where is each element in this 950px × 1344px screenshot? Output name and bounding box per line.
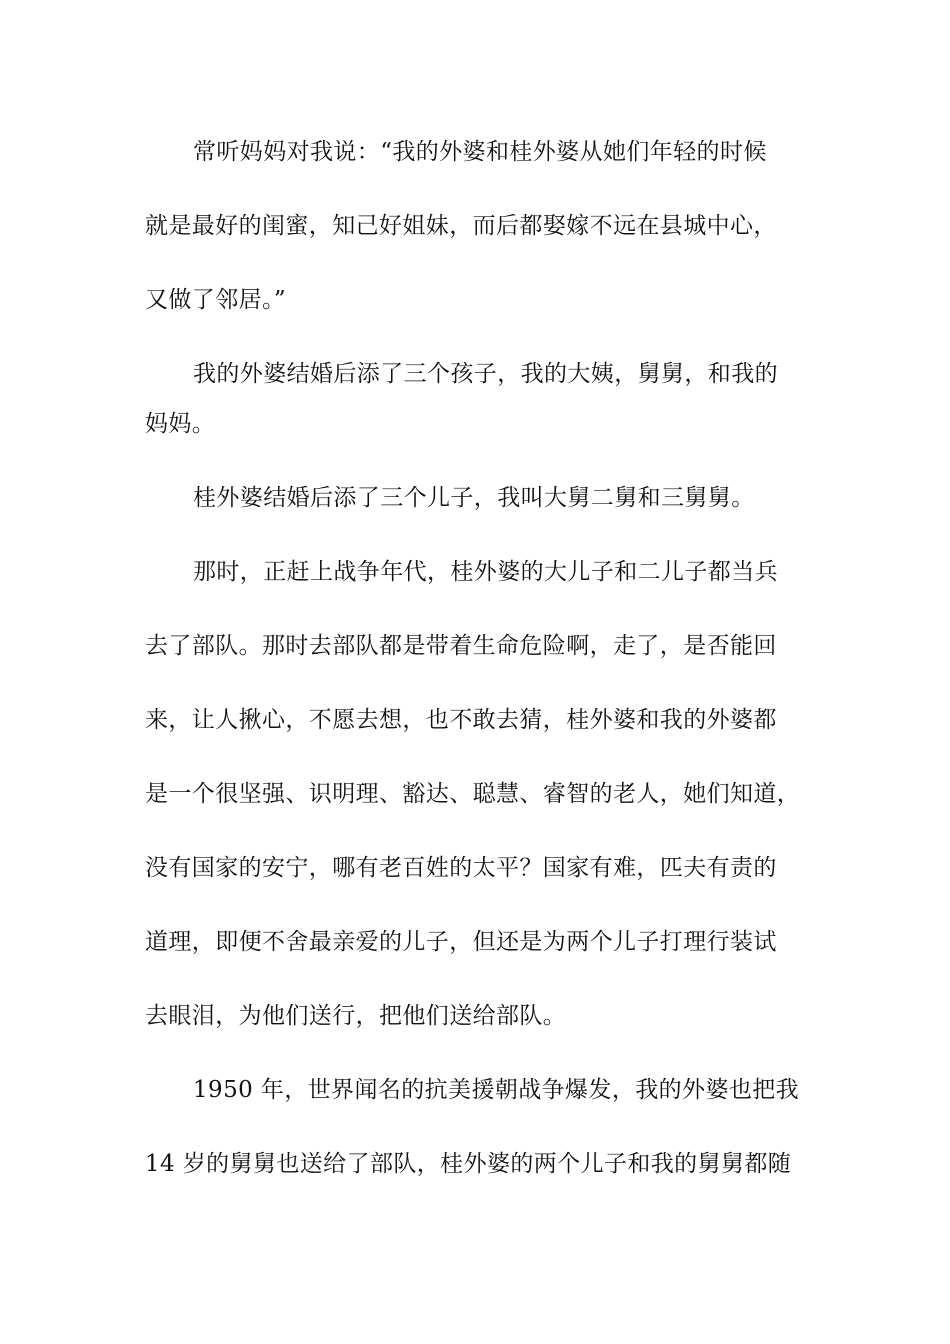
paragraph-5-line-1: 1950 年，世界闻名的抗美援朝战争爆发，我的外婆也把我 (193, 1077, 800, 1103)
paragraph-4-line-2: 去了部队。那时去部队都是带着生命危险啊，走了，是否能回 (145, 633, 777, 659)
paragraph-4-line-1: 那时，正赶上战争年代，桂外婆的大儿子和二儿子都当兵 (193, 559, 778, 585)
paragraph-5-line-2: 14 岁的舅舅也送给了部队，桂外婆的两个儿子和我的舅舅都随 (145, 1151, 792, 1177)
paragraph-1-line-2: 就是最好的闺蜜，知己好姐妹，而后都娶嫁不远在县城中心， (145, 213, 777, 239)
paragraph-1-line-1: 常听妈妈对我说：“我的外婆和桂外婆从她们年轻的时候 (193, 139, 767, 165)
paragraph-2-line-2: 妈妈。 (145, 411, 216, 437)
paragraph-4-line-6: 道理，即便不舍最亲爱的儿子，但还是为两个儿子打理行装试 (145, 929, 777, 955)
paragraph-4-line-5: 没有国家的安宁，哪有老百姓的太平？国家有难，匹夫有责的 (145, 855, 777, 881)
paragraph-2-line-1: 我的外婆结婚后添了三个孩子，我的大姨，舅舅，和我的 (193, 361, 778, 387)
paragraph-4-line-7: 去眼泪，为他们送行，把他们送给部队。 (145, 1003, 567, 1029)
document-body (145, 128, 825, 1188)
paragraph-4-line-4: 是一个很坚强、识明理、豁达、聪慧、睿智的老人，她们知道， (145, 781, 801, 807)
paragraph-1-line-3: 又做了邻居。” (145, 287, 287, 313)
paragraph-4-line-3: 来，让人揪心，不愿去想，也不敢去猜，桂外婆和我的外婆都 (145, 707, 777, 733)
paragraph-3-line-1: 桂外婆结婚后添了三个儿子，我叫大舅二舅和三舅舅。 (193, 485, 755, 511)
